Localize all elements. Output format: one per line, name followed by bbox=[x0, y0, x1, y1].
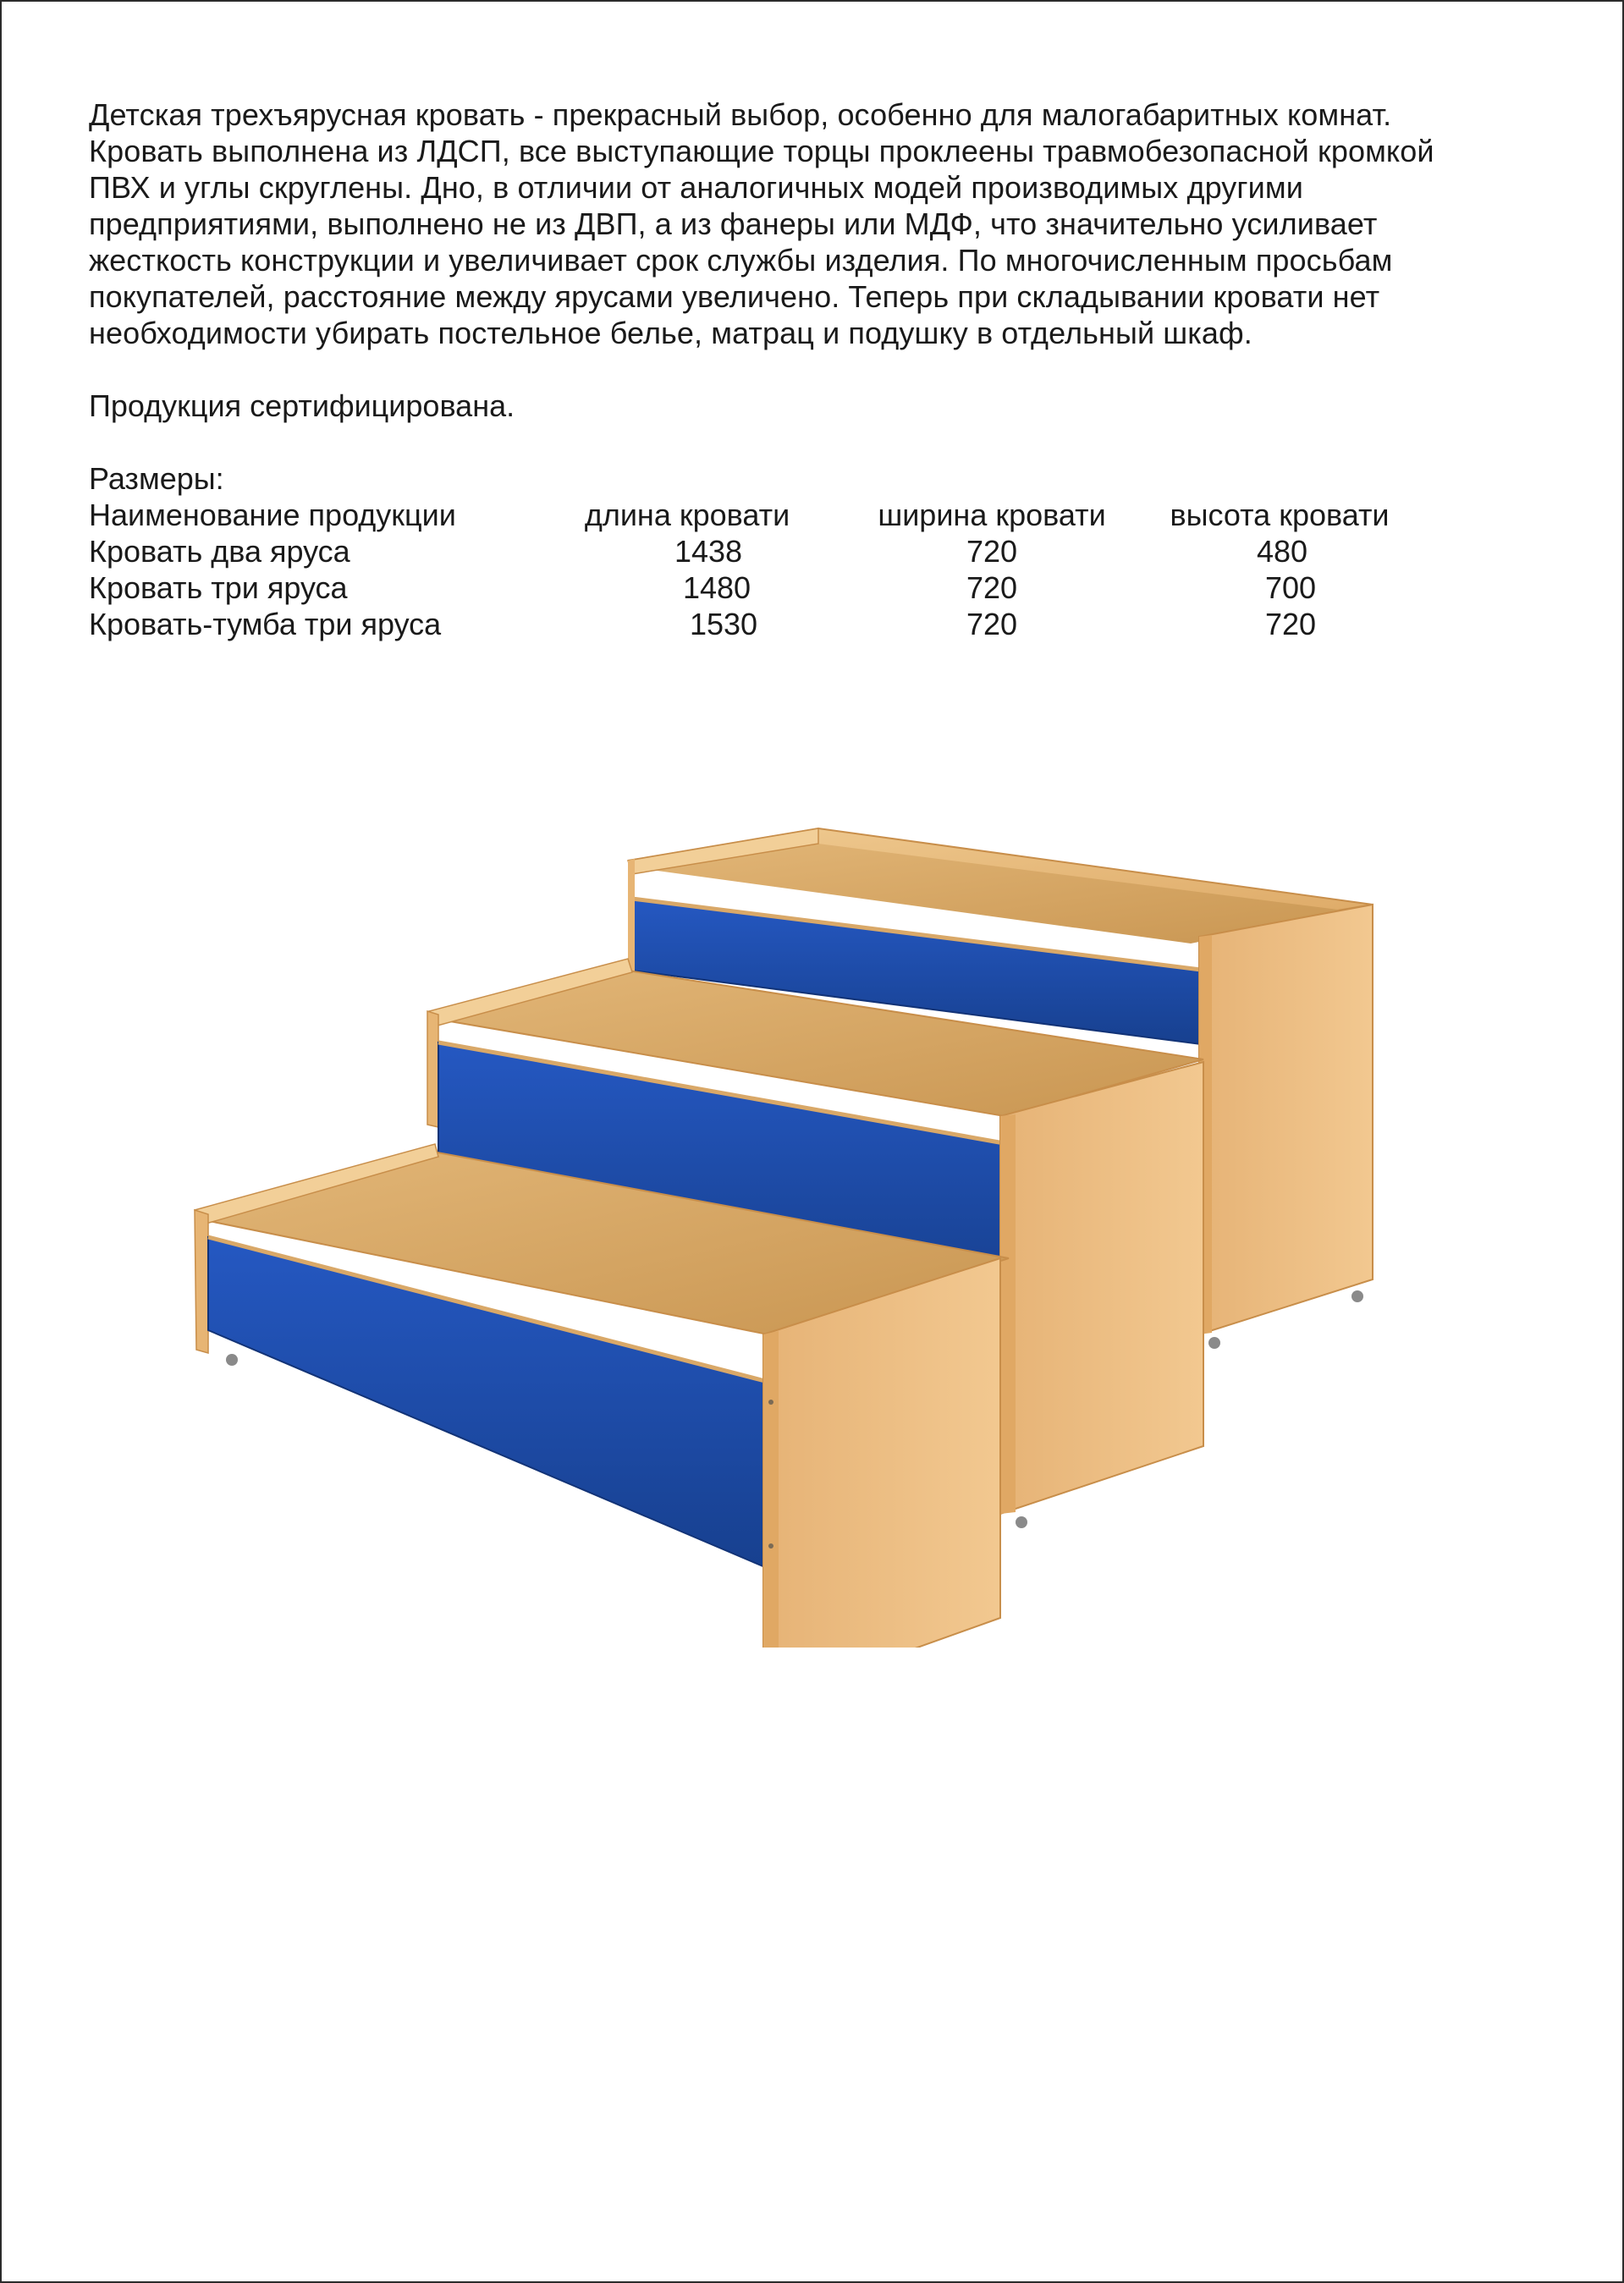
row-product-name: Кровать-тумба три яруса bbox=[89, 607, 442, 641]
sizes-title: Размеры: bbox=[89, 461, 224, 496]
row-height: 480 bbox=[1256, 534, 1308, 569]
row-length: 1480 bbox=[682, 570, 751, 605]
row-width: 720 bbox=[966, 534, 1018, 569]
row-height: 720 bbox=[1264, 607, 1317, 641]
product-description: Детская трехъярусная кровать - прекрасный выбор, особенно для малогабаритных комнат. Кровать выполнена из ЛДСП, все выступающие торцы проклеены травмобезопасной кромкой ПВХ и углы скруглены. Дно, в отличии от аналогичных модей производимых другими предприятиями, выполнено не из ДВП, а из фанеры или МДФ, что значительно усиливает жесткость конструкции и увеличивает срок службы изделия. По многочисленным просьбам покупателей, расстояние между ярусами увеличено. Теперь при складывании кровати нет необходимости убирать постельное белье, матрац и подушку в отдельный шкаф. bbox=[89, 97, 1434, 350]
row-length: 1438 bbox=[674, 534, 743, 569]
table-row bbox=[2, 606, 1624, 642]
header-width: ширина кровати bbox=[878, 498, 1106, 532]
row-height: 700 bbox=[1264, 570, 1317, 605]
header-length: длина кровати bbox=[584, 498, 790, 532]
header-height: высота кровати bbox=[1170, 498, 1390, 532]
three-tier-bed-photo bbox=[188, 818, 1390, 1648]
row-product-name: Кровать два яруса bbox=[89, 534, 350, 569]
table-header-row bbox=[2, 497, 1624, 533]
table-row bbox=[2, 533, 1624, 569]
row-width: 720 bbox=[966, 570, 1018, 605]
row-length: 1530 bbox=[689, 607, 758, 641]
certification-note: Продукция сертифицирована. bbox=[89, 388, 515, 423]
row-width: 720 bbox=[966, 607, 1018, 641]
row-product-name: Кровать три яруса bbox=[89, 570, 348, 605]
header-product-name: Наименование продукции bbox=[89, 498, 456, 532]
table-row bbox=[2, 569, 1624, 606]
